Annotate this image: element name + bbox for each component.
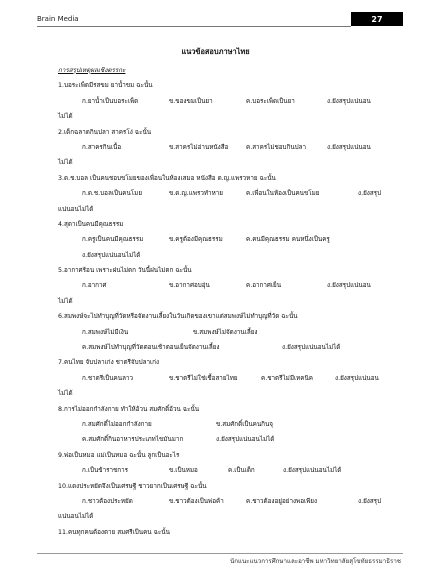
choice-d: ง.ยังสรุปแน่นอนไม่ได้ xyxy=(283,467,342,475)
choice-b: ข.อากาศอบอุ่น xyxy=(169,282,210,290)
choice-d: ง.ยังสรุปแน่นอน xyxy=(327,282,371,290)
choice-a: ก.สมพงษ์ไม่มีเงิน xyxy=(82,328,129,336)
choice-continuation: ไม่ได้ xyxy=(58,297,73,305)
page-footer: นักแนะแนวการศึกษาและอาชีพ มหาวิทยาลัยสุโขทัยธรรมาธิราช xyxy=(229,558,401,565)
choice-b: ข.ของขมเป็นยา xyxy=(169,97,213,105)
question-text: 10.แดงประหยัดจึงเป็นเศรษฐี ชาวยากเป็นเศรษฐี ฉะนั้น xyxy=(58,482,207,490)
choice-a: ก.ชาตรีเป็นคนลาว xyxy=(82,374,133,382)
choice-d: ง.ยังสรุป xyxy=(358,497,382,505)
page-number: 27 xyxy=(351,12,403,26)
question-list xyxy=(58,65,403,542)
choice-b: ข.เป็นหมอ xyxy=(169,467,198,475)
choice-c: ค.สมพงษ์ไปทำบุญที่วัดตอนเช้าตอนเย็นจัดงานเลี้ยง xyxy=(82,344,220,352)
choice-d: ง.ยังสรุปแน่นอน xyxy=(327,97,371,105)
choice-b: ข.สาครไม่อ่านหนังสือ xyxy=(169,143,229,151)
choice-continuation: แน่นอนไม่ได้ xyxy=(58,205,94,213)
choice-c: ค.ชาตรีไม่มีเทคนิค xyxy=(261,374,313,382)
choice-b: ข.ชาวต้องเป็นพ่อค้า xyxy=(169,497,224,505)
choice-d: ง.ยังสรุปแน่นอน xyxy=(327,143,371,151)
page-title: แนวข้อสอบภาษาไทย xyxy=(181,47,250,56)
question-text: 11.คนทุกคนต้องตาย สมศรีเป็นคน ฉะนั้น xyxy=(58,528,170,536)
choice-a: ก.สมศักดิ์ไม่ออกกำลังกาย xyxy=(82,420,152,428)
header-divider xyxy=(37,26,351,27)
question-text: 2.เด็กฉลาดกินปลา สาครโง่ ฉะนั้น xyxy=(58,128,152,136)
section-subheading: การสรุปเหตุผลเชิงตรรกะ xyxy=(58,67,126,74)
choice-b: ข.สมศักดิ์เป็นคนกินจุ xyxy=(216,420,273,428)
choice-a: ก.ด.ช.บอลเป็นคนโมย xyxy=(82,190,143,198)
choice-a: ก.สาครกินเนื้อ xyxy=(82,143,122,151)
choice-b: ข.ด.ญ.แพรวทำหาย xyxy=(169,190,223,198)
choice-d: ง.ยังสรุปแน่นอนไม่ได้ xyxy=(282,344,341,352)
choice-continuation: ไม่ได้ xyxy=(58,113,73,121)
choice-c: ค.เพื่อนในห้องเป็นคนขโมย xyxy=(246,190,320,198)
choice-c: ค.ชาวต้องอยู่อย่างพอเพียง xyxy=(246,497,318,505)
choice-a: ก.ยาน้ำเป็นบอระเพ็ด xyxy=(82,97,139,105)
choice-b: ข.ครูต้องมีคุณธรรม xyxy=(169,236,223,244)
choice-c: ค.อากาศเย็น xyxy=(246,282,282,290)
choice-a: ก.ครูเป็นคนมีคุณธรรม xyxy=(82,236,144,244)
choice-d: ง.ยังสรุปแน่นอน xyxy=(335,374,379,382)
brand-name: Brain Media xyxy=(37,15,79,23)
choice-c: ค.เป็นเด็ก xyxy=(228,467,255,475)
choice-a: ก.ชาวต้องประหยัด xyxy=(82,497,133,505)
question-text: 3.ด.ช.บอล เป็นคนชอบขโมยของเพื่อนในห้องเสมอ หนังสือ ด.ญ.แพรวหาย ฉะนั้น xyxy=(58,174,276,182)
choice-continuation: ไม่ได้ xyxy=(58,159,73,167)
choice-c: ค.บอระเพ็ดเป็นยา xyxy=(246,97,295,105)
choice-a: ก.เป็นข้าราชการ xyxy=(82,467,129,475)
choice-d: ง.ยังสรุปแน่นอนไม่ได้ xyxy=(82,251,141,259)
choice-b: ข.สมพงษ์ไม่จัดงานเลี้ยง xyxy=(193,328,258,336)
question-text: 9.พ่อเป็นหมอ แม่เป็นหมอ ฉะนั้น ลูกเป็นอะไร xyxy=(58,451,180,459)
question-text: 8.การไม่ออกกำลังกาย ทำให้อ้วน สมศักดิ์อ้วน ฉะนั้น xyxy=(58,405,200,413)
choice-d: ง.ยังสรุป xyxy=(358,190,382,198)
footer-divider xyxy=(37,553,403,554)
choice-continuation: ไม่ได้ xyxy=(58,390,73,398)
question-text: 5.อากาศร้อน เพราะฝนไม่ตก วันนี้ฝนไม่ตก ฉะนั้น xyxy=(58,267,192,275)
question-text: 1.บอระเพ็ดมีรสขม ยาน้ำขม ฉะนั้น xyxy=(58,82,153,90)
choice-a: ก.อากาศ xyxy=(82,282,107,290)
choice-continuation: แน่นอนไม่ได้ xyxy=(58,513,94,521)
question-text: 6.สมพงษ์จะไปทำบุญที่วัดหรือจัดงานเลี้ยงในวันเกิดของเขาแต่สมพงษ์ไม่ทำบุญที่วัด ฉะนั้น xyxy=(58,313,298,321)
question-text: 4.สุดาเป็นคนมีคุณธรรม xyxy=(58,220,124,228)
choice-c: ค.คนมีคุณธรรม คนหนึ่งเป็นครู xyxy=(246,236,330,244)
question-text: 7.คนไทย จับปลาเก่ง ชาตรีจับปลาเก่ง xyxy=(58,359,160,367)
choice-b: ข.ชาตรีไม่ใช่เชื้อสายไทย xyxy=(169,374,238,382)
choice-c: ค.สาครไม่ชอบกินปลา xyxy=(246,143,307,151)
choice-c: ค.สมศักดิ์กินอาหารประเภทไขมันมาก xyxy=(82,436,184,444)
choice-d: ง.ยังสรุปแน่นอนไม่ได้ xyxy=(216,436,275,444)
